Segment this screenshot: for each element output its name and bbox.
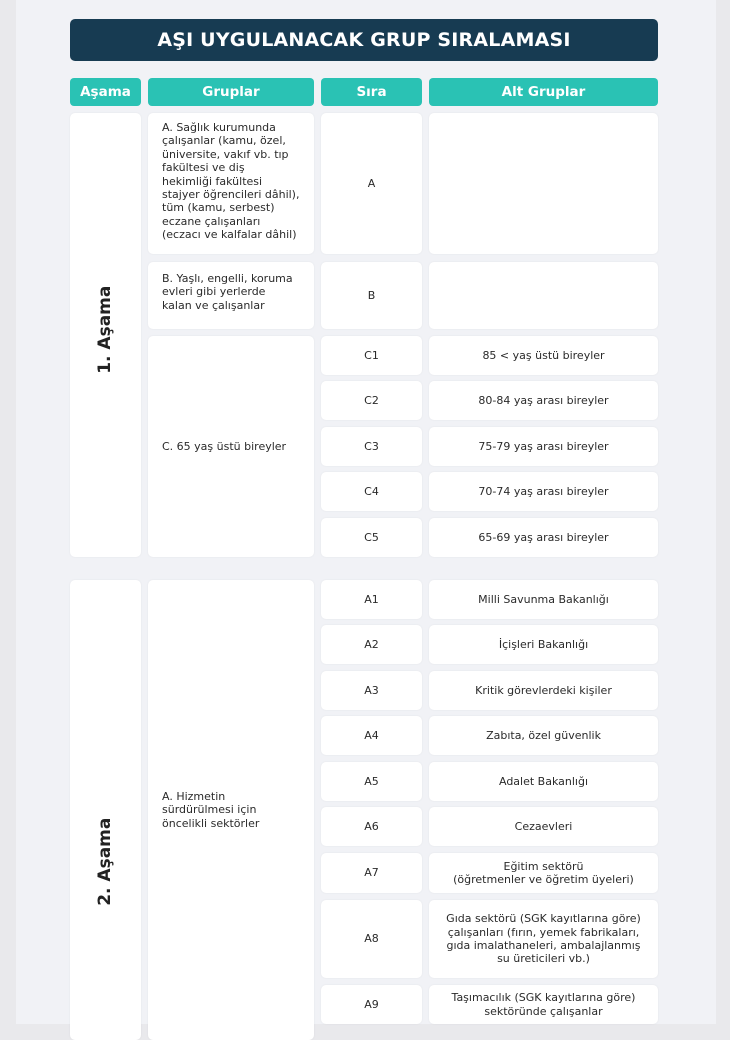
alt-grup-cell: 80-84 yaş arası bireyler (429, 381, 658, 420)
sira-cell: A1 (321, 580, 422, 619)
stage-2-label: 2. Aşama (94, 817, 115, 906)
sira-cell: C2 (321, 381, 422, 420)
sira-cell: C3 (321, 427, 422, 466)
alt-grup-cell: Eğitim sektörü (öğretmenler ve öğretim üyeleri) (429, 853, 658, 893)
page-title: AŞI UYGULANACAK GRUP SIRALAMASI (70, 19, 658, 61)
header-alt-gruplar: Alt Gruplar (429, 78, 658, 106)
header-asama: Aşama (70, 78, 141, 106)
group-text: B. Yaşlı, engelli, koruma evleri gibi yerlerde kalan ve çalışanlar (162, 272, 293, 312)
sira-cell: A7 (321, 853, 422, 893)
group-text: A. Sağlık kurumunda çalışanlar (kamu, özel, üniversite, vakıf vb. tıp fakültesi ve diş hekimliği fakültesi stajyer öğrencileri dâhil), tüm (kamu, serbest) eczane çalışanları (eczacı ve kalfalar dâhil) (162, 121, 300, 242)
sira-cell: A6 (321, 807, 422, 846)
group-text: C. 65 yaş üstü bireyler (162, 439, 287, 453)
header-gruplar: Gruplar (148, 78, 314, 106)
sira-cell: A3 (321, 671, 422, 710)
alt-grup-cell: 75-79 yaş arası bireyler (429, 427, 658, 466)
sira-cell: A (321, 113, 422, 254)
group-cell (148, 580, 314, 1040)
group-cell (148, 113, 314, 254)
group-text: A. Hizmetin sürdürülmesi için öncelikli sektörler (162, 789, 260, 830)
group-cell (148, 336, 314, 557)
sira-cell: A4 (321, 716, 422, 755)
alt-grup-cell: Kritik görevlerdeki kişiler (429, 671, 658, 710)
alt-grup-cell: Taşımacılık (SGK kayıtlarına göre) sektöründe çalışanlar (429, 985, 658, 1024)
alt-grup-cell: İçişleri Bakanlığı (429, 625, 658, 664)
sira-cell: A2 (321, 625, 422, 664)
group-cell (148, 262, 314, 329)
sira-cell: B (321, 262, 422, 329)
alt-grup-cell (429, 262, 658, 329)
stage-1-label: 1. Aşama (94, 285, 115, 374)
sira-cell: C1 (321, 336, 422, 375)
alt-grup-cell: 70-74 yaş arası bireyler (429, 472, 658, 511)
alt-grup-cell: Zabıta, özel güvenlik (429, 716, 658, 755)
stage-1-cell (70, 113, 141, 557)
stage-2-cell (70, 580, 141, 1040)
sira-cell: A8 (321, 900, 422, 978)
alt-grup-cell: Gıda sektörü (SGK kayıtlarına göre) çalışanları (fırın, yemek fabrikaları, gıda imalathaneleri, ambalajlanmış su üreticileri vb.) (429, 900, 658, 978)
alt-grup-cell: Milli Savunma Bakanlığı (429, 580, 658, 619)
header-sira: Sıra (321, 78, 422, 106)
alt-grup-cell: 65-69 yaş arası bireyler (429, 518, 658, 557)
sira-cell: C4 (321, 472, 422, 511)
alt-grup-cell: 85 < yaş üstü bireyler (429, 336, 658, 375)
alt-grup-cell: Cezaevleri (429, 807, 658, 846)
sira-cell: C5 (321, 518, 422, 557)
alt-grup-cell (429, 113, 658, 254)
sira-cell: A5 (321, 762, 422, 801)
sira-cell: A9 (321, 985, 422, 1024)
alt-grup-cell: Adalet Bakanlığı (429, 762, 658, 801)
